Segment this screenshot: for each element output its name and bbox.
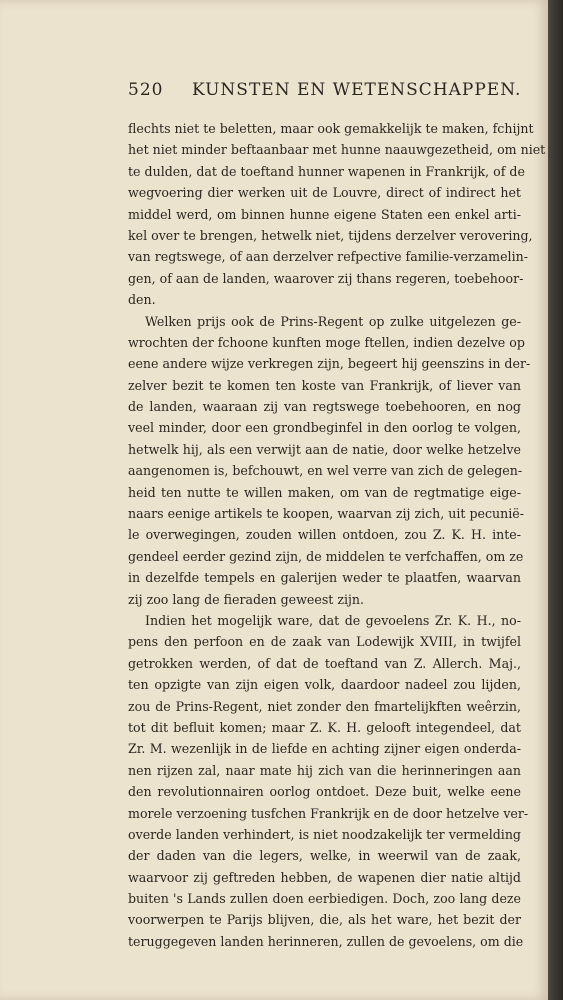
text-line: hetwelk hij, als een verwijt aan de natie, door welke hetzelve (128, 441, 521, 457)
text-line: kel over te brengen, hetwelk niet, tijdens derzelver verovering, (128, 227, 533, 243)
text-line: zou de Prins-Regent, niet zonder den fmartelijkften weêrzin, (128, 698, 521, 714)
text-line: pens den perfoon en de zaak van Lodewijk XVIII, in twijfel (128, 634, 521, 650)
text-line: te dulden, dat de toeftand hunner wapenen in Frankrijk, of de (128, 163, 525, 179)
text-line: naars eenige artikels te koopen, waarvan zij zich, uit pecuniё- (128, 506, 525, 522)
text-line: den revolutionnairen oorlog ontdoet. Deze buit, welke eene (128, 784, 521, 800)
text-line: Indien het mogelijk ware, dat de gevoelens Zr. K. H., no- (145, 612, 521, 628)
text-line: wrochten der fchoone kunften moge ftellen, indien dezelve op (128, 334, 525, 350)
text-line: in dezelfde tempels en galerijen weder te plaatfen, waarvan (128, 570, 521, 586)
text-line: morele verzoening tusfchen Frankrijk en de door hetzelve ver- (128, 805, 529, 821)
text-line: getrokken werden, of dat de toeftand van Z. Allerch. Maj., (128, 655, 521, 671)
running-title: KUNSTEN EN WETENSCHAPPEN. (192, 80, 522, 100)
body-text (128, 118, 546, 952)
text-line: aangenomen is, befchouwt, en wel verre van zich de gelegen- (128, 463, 523, 479)
page-number: 520 (128, 80, 164, 100)
text-line: voorwerpen te Parijs blijven, die, als het ware, het bezit der (128, 912, 521, 928)
text-line: le overwegingen, zouden willen ontdoen, zou Z. K. H. inte- (128, 527, 521, 543)
text-line: flechts niet te beletten, maar ook gemakkelijk te maken, fchijnt (128, 121, 534, 136)
text-line: den. (128, 292, 156, 308)
text-line: overde landen verhindert, is niet noodzakelijk ter vermelding (128, 826, 521, 842)
page-edge (548, 0, 563, 1000)
text-line: zij zoo lang de fieraden geweest zijn. (128, 591, 365, 607)
text-line: nen rijzen zal, naar mate hij zich van die herinneringen aan (128, 762, 521, 778)
text-line: van regtswege, of aan derzelver refpective familie-verzamelin- (128, 249, 528, 265)
text-line: der daden van die legers, welke, in weerwil van de zaak, (128, 848, 521, 864)
text-line: Zr. M. wezenlijk in de liefde en achting zijner eigen onderda- (128, 741, 521, 757)
text-line: gen, of aan de landen, waarover zij thans regeren, toebehoor- (128, 270, 524, 286)
text-line: tot dit befluit komen; maar Z. K. H. gelooft integendeel, dat (128, 719, 521, 735)
text-line: gendeel eerder gezind zijn, de middelen te verfchaffen, om ze (128, 548, 524, 564)
text-line: eene andere wijze verkregen zijn, begeert hij geenszins in der- (128, 356, 531, 372)
text-line: middel werd, om binnen hunne eigene Staten een enkel arti- (128, 206, 521, 222)
text-line: wegvoering dier werken uit de Louvre, direct of indirect het (128, 185, 521, 201)
text-line: de landen, waaraan zij van regtswege toebehooren, en nog (128, 399, 521, 415)
text-line: teruggegeven landen herinneren, zullen de gevoelens, om die (128, 933, 524, 949)
text-line: buiten 's Lands zullen doen eerbiedigen. Doch, zoo lang deze (128, 891, 521, 907)
text-line: heid ten nutte te willen maken, om van de regtmatige eige- (128, 484, 521, 500)
text-line: ten opzigte van zijn eigen volk, daardoor nadeel zou lijden, (128, 677, 521, 693)
text-line: waarvoor zij geftreden hebben, de wapenen dier natie altijd (128, 869, 521, 885)
text-line: zelver bezit te komen ten koste van Frankrijk, of liever van (128, 377, 521, 393)
text-line: veel minder, door een grondbeginfel in den oorlog te volgen, (128, 420, 521, 436)
text-line: Welken prijs ook de Prins-Regent op zulke uitgelezen ge- (145, 313, 521, 329)
text-line: het niet minder beftaanbaar met hunne naauwgezetheid, om niet (128, 142, 546, 158)
